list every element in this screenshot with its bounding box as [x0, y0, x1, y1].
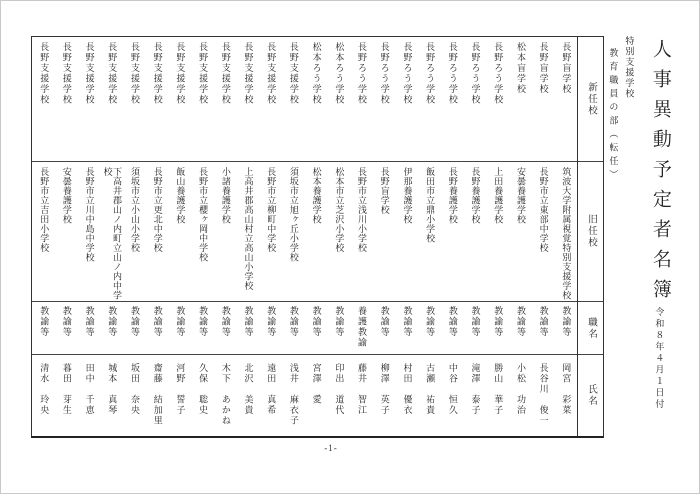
cell-position: 教諭等	[305, 302, 328, 355]
cell-old-school: 上高井郡高山村立高山小学校	[236, 162, 259, 302]
table-row	[305, 37, 328, 436]
table-row	[532, 37, 555, 436]
cell-new-school: 長野支援学校	[282, 37, 305, 162]
table-row	[123, 37, 146, 436]
document-date: 令和８年４月１日付	[654, 307, 665, 411]
cell-name: 岡宮 彩菜	[561, 363, 572, 416]
cell-new-school: 長野支援学校	[236, 37, 259, 162]
table-row	[509, 37, 532, 436]
cell-new-school: 長野支援学校	[32, 37, 55, 162]
cell-old-school: 長野市立櫻ヶ岡中学校	[191, 162, 214, 302]
table-row	[100, 37, 123, 436]
cell-position: 教諭等	[441, 302, 464, 355]
cell-position: 教諭等	[55, 302, 78, 355]
cell-new-school: 長野支援学校	[78, 37, 101, 162]
cell-position: 教諭等	[100, 302, 123, 355]
table-row	[327, 37, 350, 436]
cell-position: 教諭等	[168, 302, 191, 355]
cell-name: 長谷川 俊一	[538, 363, 549, 426]
cell-old-school: 須坂市立小山小学校	[123, 162, 146, 302]
table-row	[554, 37, 577, 436]
header-old-school: 旧任校	[578, 162, 603, 302]
table-row	[78, 37, 101, 436]
cell-old-school: 長野市立浅川小学校	[350, 162, 373, 302]
cell-old-school: 長野盲学校	[373, 162, 396, 302]
cell-position: 教諭等	[532, 302, 555, 355]
table-row	[282, 37, 305, 436]
cell-name: 田中 千恵	[84, 363, 95, 416]
cell-position: 教諭等	[282, 302, 305, 355]
cell-name: 古瀬 祐貴	[425, 363, 436, 416]
cell-old-school: 長野市立柳町中学校	[259, 162, 282, 302]
cell-name: 城本 真琴	[107, 363, 118, 416]
table-row	[486, 37, 509, 436]
table-row	[418, 37, 441, 436]
cell-old-school: 飯田市立鼎小学校	[418, 162, 441, 302]
cell-name: 清水 玲央	[39, 363, 50, 416]
table-row	[395, 37, 418, 436]
cell-position: 教諭等	[554, 302, 577, 355]
table-row	[350, 37, 373, 436]
cell-position: 教諭等	[463, 302, 486, 355]
cell-old-school: 長野養護学校	[441, 162, 464, 302]
cell-new-school: 長野支援学校	[214, 37, 237, 162]
cell-name: 中谷 恒久	[447, 363, 458, 416]
personnel-table	[31, 36, 604, 438]
cell-position: 教諭等	[123, 302, 146, 355]
cell-name: 久保 聡史	[198, 363, 209, 416]
cell-old-school: 筑波大学附属視覚特別支援学校	[554, 162, 577, 302]
cell-name: 木下 あかね	[220, 363, 231, 426]
cell-position: 教諭等	[32, 302, 55, 355]
cell-position: 教諭等	[214, 302, 237, 355]
table-row	[191, 37, 214, 436]
table-header-column	[577, 37, 603, 436]
table-row	[32, 37, 55, 436]
cell-new-school: 長野ろう学校	[441, 37, 464, 162]
cell-position: 教諭等	[327, 302, 350, 355]
cell-new-school: 長野支援学校	[259, 37, 282, 162]
cell-new-school: 長野支援学校	[100, 37, 123, 162]
cell-old-school: 松本養護学校	[305, 162, 328, 302]
cell-old-school: 上田養護学校	[486, 162, 509, 302]
cell-position: 教諭等	[486, 302, 509, 355]
table-row	[441, 37, 464, 436]
table-row	[55, 37, 78, 436]
cell-new-school: 長野ろう学校	[395, 37, 418, 162]
cell-old-school: 小諸養護学校	[214, 162, 237, 302]
cell-old-school: 長野市立吉田小学校	[32, 162, 55, 302]
page-number: -1-	[324, 443, 338, 453]
cell-new-school: 長野ろう学校	[373, 37, 396, 162]
cell-new-school: 松本盲学校	[509, 37, 532, 162]
table-row	[146, 37, 169, 436]
cell-old-school: 伊那養護学校	[395, 162, 418, 302]
cell-position: 教諭等	[395, 302, 418, 355]
cell-new-school: 長野支援学校	[123, 37, 146, 162]
cell-new-school: 長野ろう学校	[486, 37, 509, 162]
cell-new-school: 長野支援学校	[168, 37, 191, 162]
cell-old-school: 長野市立更北中学校	[146, 162, 169, 302]
cell-new-school: 長野支援学校	[146, 37, 169, 162]
cell-name: 村田 優衣	[402, 363, 413, 416]
header-position: 職名	[578, 302, 603, 355]
cell-old-school: 須坂市立旭ヶ丘小学校	[282, 162, 305, 302]
header-name: 氏名	[585, 384, 596, 407]
table-row	[259, 37, 282, 436]
subtitle-section: 教育職員の部（転任）	[608, 48, 619, 183]
cell-position: 教諭等	[418, 302, 441, 355]
cell-old-school: 長野養護学校	[463, 162, 486, 302]
cell-new-school: 長野ろう学校	[463, 37, 486, 162]
cell-position: 教諭等	[373, 302, 396, 355]
cell-name: 柳澤 英子	[379, 363, 390, 416]
cell-name: 藤井 智江	[357, 363, 368, 416]
cell-old-school: 飯山養護学校	[168, 162, 191, 302]
cell-name: 北沢 美貴	[243, 363, 254, 416]
table-row	[168, 37, 191, 436]
cell-name: 印出 道代	[334, 363, 345, 416]
cell-position: 教諭等	[259, 302, 282, 355]
cell-position: 教諭等	[78, 302, 101, 355]
cell-old-school: 安曇養護学校	[509, 162, 532, 302]
cell-name: 河野 誓子	[175, 363, 186, 416]
header-new-school: 新任校	[578, 37, 603, 162]
cell-position: 教諭等	[146, 302, 169, 355]
cell-name: 暮田 芽生	[61, 363, 72, 416]
table-row	[373, 37, 396, 436]
cell-name: 小松 功治	[515, 363, 526, 416]
cell-new-school: 長野支援学校	[191, 37, 214, 162]
table-row	[214, 37, 237, 436]
cell-new-school: 長野支援学校	[55, 37, 78, 162]
cell-position: 教諭等	[191, 302, 214, 355]
cell-old-school: 安曇養護学校	[55, 162, 78, 302]
page-title: 人事異動予定者名簿	[649, 39, 671, 309]
cell-name: 遠田 真希	[266, 363, 277, 416]
cell-name: 滝澤 泰子	[470, 363, 481, 416]
cell-name: 坂田 奈央	[130, 363, 140, 416]
cell-name: 浅井 麻衣子	[288, 363, 299, 426]
cell-name: 勝山 華子	[493, 363, 504, 416]
subtitle-school-type: 特別支援学校	[624, 36, 635, 99]
cell-new-school: 長野ろう学校	[350, 37, 373, 162]
cell-old-school: 長野市立川中島中学校	[78, 162, 101, 302]
cell-name: 宮澤 愛	[311, 363, 322, 405]
table-row	[236, 37, 259, 436]
cell-old-school: 長野市立東部中学校	[532, 162, 555, 302]
cell-new-school: 長野盲学校	[554, 37, 577, 162]
cell-name: 齋藤 結加里	[152, 363, 163, 426]
cell-new-school: 長野ろう学校	[418, 37, 441, 162]
cell-position: 教諭等	[236, 302, 259, 355]
table-row	[463, 37, 486, 436]
cell-old-school: 松本市立芝沢小学校	[327, 162, 350, 302]
cell-position: 養護教諭	[350, 302, 373, 355]
cell-position: 教諭等	[509, 302, 532, 355]
cell-new-school: 松本ろう学校	[305, 37, 328, 162]
cell-new-school: 松本ろう学校	[327, 37, 350, 162]
cell-new-school: 長野盲学校	[532, 37, 555, 162]
cell-old-school: 下高井郡山ノ内町立山ノ内中学校	[100, 162, 123, 302]
